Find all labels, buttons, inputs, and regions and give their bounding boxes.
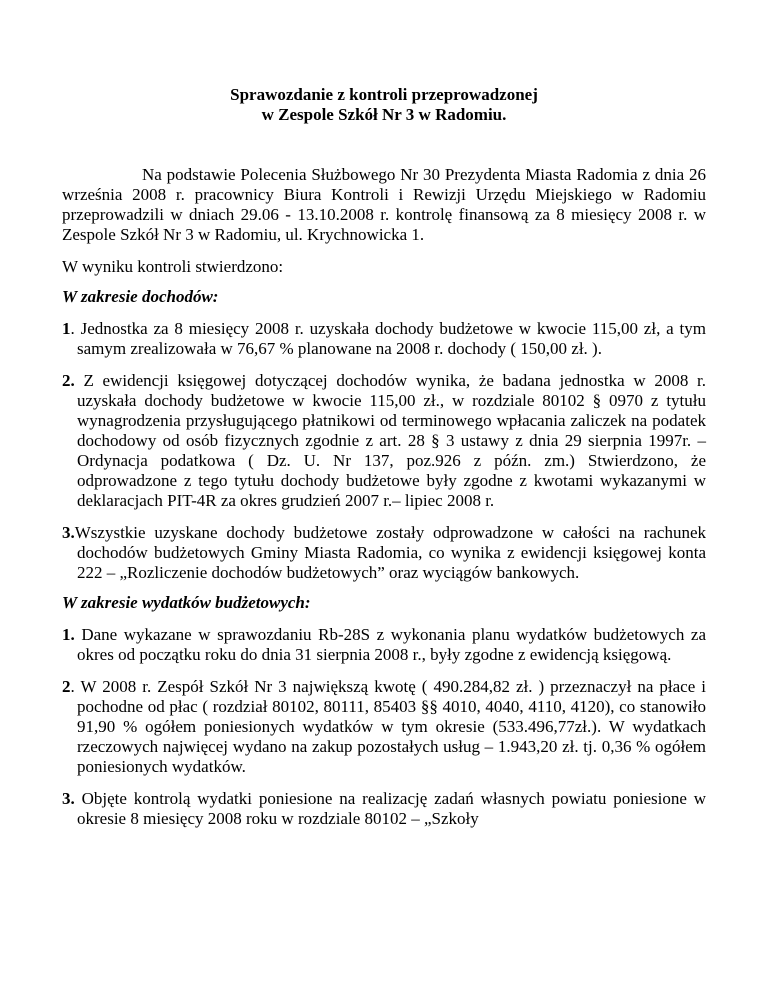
title-line-2: w Zespole Szkół Nr 3 w Radomiu. xyxy=(261,105,507,124)
item-text: Wszystkie uzyskane dochody budżetowe zostały odprowadzone w całości na rachunek dochodów budżetowych Gminy Miasta Radomia, co wynika z ewidencji księgowej konta 222 – „Rozliczenie dochodów budżetowych” oraz wyciągów bankowych. xyxy=(74,523,706,582)
item-number: 1. xyxy=(62,625,75,644)
expenses-item-1 xyxy=(62,625,706,665)
income-item-2 xyxy=(62,371,706,511)
item-text: Objęte kontrolą wydatki poniesione na realizację zadań własnych powiatu poniesione w okresie 8 miesięcy 2008 roku w rozdziale 80102 – „Szkoły xyxy=(74,789,706,828)
document-title xyxy=(62,85,706,125)
item-text: . W 2008 r. Zespół Szkół Nr 3 największą kwotę ( 490.284,82 zł. ) przeznaczył na płace i pochodne od płac ( rozdział 80102, 80111, 85403 §§ 4010, 4040, 4110, 4120), co stanowiło 91,90 % ogółem poniesionych wydatków w tym okresie (533.496,77zł.). W wydatkach rzeczowych najwięcej wydano na zakup pozostałych usług – 1.943,20 zł. tj. 0,36 % ogółem poniesionych wydatków. xyxy=(70,677,706,776)
income-heading: W zakresie dochodów: xyxy=(62,287,219,306)
item-number: 3. xyxy=(62,523,75,542)
item-number: 1 xyxy=(62,319,71,338)
item-text: . Jednostka za 8 miesięcy 2008 r. uzyskała dochody budżetowe w kwocie 115,00 zł, a tym samym zrealizowała w 76,67 % planowane na 2008 r. dochody ( 150,00 zł. ). xyxy=(70,319,706,358)
intro-paragraph: Na podstawie Polecenia Służbowego Nr 30 Prezydenta Miasta Radomia z dnia 26 września 2008 r. pracownicy Biura Kontroli i Rewizji Urzędu Miejskiego w Radomiu przeprowadzili w dniach 29.06 - 13.10.2008 r. kontrolę finansową za 8 miesięcy 2008 r. w Zespole Szkół Nr 3 w Radomiu, ul. Krychnowicka 1. xyxy=(62,165,706,244)
findings-label: W wyniku kontroli stwierdzono: xyxy=(62,257,284,276)
item-text: Dane wykazane w sprawozdaniu Rb-28S z wykonania planu wydatków budżetowych za okres od początku roku do dnia 31 sierpnia 2008 r., były zgodne z ewidencją księgową. xyxy=(74,625,706,664)
item-number: 2. xyxy=(62,371,75,390)
income-item-1 xyxy=(62,319,706,359)
expenses-item-2 xyxy=(62,677,706,777)
item-text: Z ewidencji księgowej dotyczącej dochodów wynika, że badana jednostka w 2008 r. uzyskała dochody budżetowe w kwocie 115,00 zł., w rozdziale 80102 § 0970 z tytułu wynagrodzenia przysługującego płatnikowi od terminowego wpłacania zaliczek na podatek dochodowy od osób fizycznych zgodnie z art. 28 § 3 ustawy z dnia 29 sierpnia 1997r. – Ordynacja podatkowa ( Dz. U. Nr 137, poz.926 z późn. zm.) Stwierdzono, że odprowadzone z tego tytułu dochody budżetowe były zgodne z kwotami wykazanymi w deklaracjach PIT-4R za okres grudzień 2007 r.– lipiec 2008 r. xyxy=(74,371,706,510)
item-number: 2 xyxy=(62,677,71,696)
expenses-item-3 xyxy=(62,789,706,829)
document-page xyxy=(62,85,706,829)
income-item-3 xyxy=(62,523,706,583)
item-number: 3. xyxy=(62,789,75,808)
title-line-1: Sprawozdanie z kontroli przeprowadzonej xyxy=(230,85,538,104)
expenses-heading: W zakresie wydatków budżetowych: xyxy=(62,593,311,612)
